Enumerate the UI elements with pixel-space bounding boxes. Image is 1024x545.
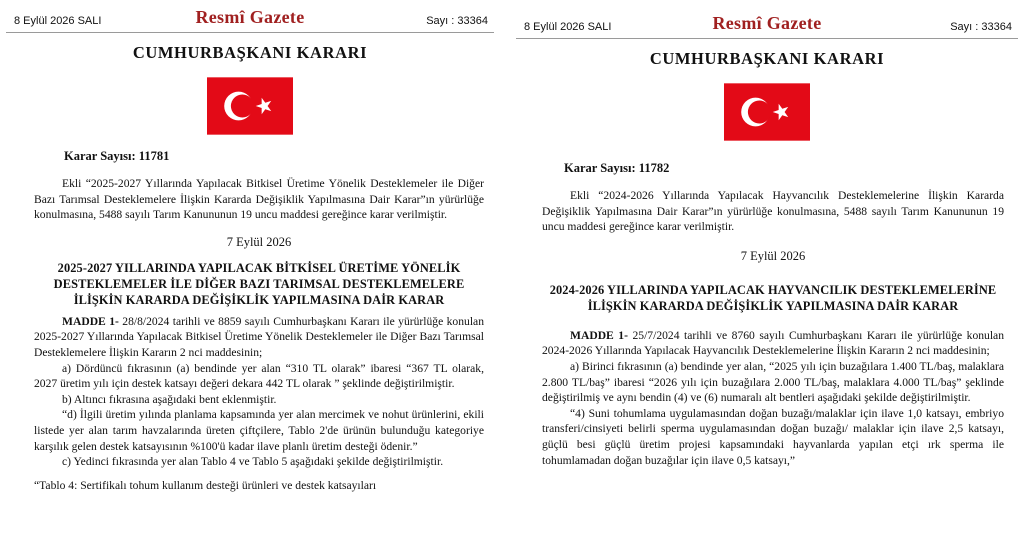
issue-number: Sayı : 33364 bbox=[950, 21, 1012, 33]
decree-date: 7 Eylül 2026 bbox=[226, 234, 292, 249]
decision-number: Karar Sayısı: 11781 bbox=[64, 149, 170, 163]
list-item: a) Birinci fıkrasının (a) bendinde yer alan, “2025 yılı için buzağılara 1.400 TL/baş, malaklara 2.800 TL/baş” ibaresi “2026 yılı için buzağılara 2.000 TL/baş, malaklara 4.000 TL/baş” şeklinde değiştirilmiş ve aynı bendin (4) ve (6) numaralı alt bentleri aşağıdaki şekilde değiştirilmiştir. bbox=[542, 359, 1004, 405]
issue-number: Sayı : 33364 bbox=[426, 15, 488, 27]
decree-title: CUMHURBAŞKANI KARARI bbox=[132, 43, 368, 62]
list-item: “Tablo 4: Sertifikalı tohum kullanım desteği ürünleri ve destek katsayıları bbox=[34, 478, 377, 492]
header-date: 8 Eylül 2026 SALI bbox=[524, 21, 612, 33]
turkish-flag-icon bbox=[207, 77, 293, 135]
list-item: “4) Suni tohumlama uygulamasından doğan buzağı/malaklar için ilave 1,0 katsayı, embriyo transferi/cinsiyeti belirli sperma uygulamasından doğan buzağı/ malaklar için ilave 2,5 katsayı, güçlü besi güçlü üretim projesi kapsamındaki hayvanlarda yapılan etçi ırk sperma ile tohumlamadan doğan buzağılar için ilave 0,5 katsayı,” bbox=[542, 406, 1004, 467]
article-1 bbox=[34, 314, 484, 361]
list-item: “d) İlgili üretim yılında planlama kapsamında yer alan mercimek ve nohut ürünlerini, ekili listede yer alan tarım havzalarında üreten çiftçilere, Tablo 2'de ürünün bulunduğu kategoriye karşılık gelen destek katsayısının %100'ü kadar ilave planlı üretim desteği ödenir.” bbox=[34, 408, 484, 453]
gazette-title: Resmî Gazete bbox=[712, 13, 822, 33]
gazette-title: Resmî Gazete bbox=[195, 7, 305, 27]
list-item: a) Dördüncü fıkrasının (a) bendinde yer alan “310 TL olarak” ibaresi “367 TL olarak, 2027 üretim yılı için destek katsayı değeri dekara 442 TL olarak ” şeklinde değiştirilmiştir. bbox=[34, 361, 484, 391]
article-label: MADDE 1- bbox=[62, 314, 119, 328]
decree-title: CUMHURBAŞKANI KARARI bbox=[649, 49, 885, 68]
page-divider bbox=[496, 0, 514, 545]
turkish-flag-icon bbox=[724, 83, 810, 141]
decree-heading: 2025-2027 YILLARINDA YAPILACAK BİTKİSEL ÜRETİME YÖNELİK DESTEKLEMELER İLE DİĞER BAZI TARIMSAL DESTEKLEMELERE İLİŞKİN KARARDA DEĞİŞİKLİK YAPILMASINA DAİR KARAR bbox=[53, 260, 465, 307]
right-gazette-page bbox=[516, 12, 1018, 527]
header-date: 8 Eylül 2026 SALI bbox=[14, 15, 102, 27]
article-label: MADDE 1- bbox=[570, 328, 628, 342]
page-header bbox=[516, 12, 1018, 39]
article-text: 28/8/2024 tarihli ve 8859 sayılı Cumhurbaşkanı Kararı ile yürürlüğe konulan 2025-2027 Yıllarında Yapılacak Bitkisel Üretime Yönelik Desteklemeler ile Diğer Bazı Tarımsal Desteklemelere İlişkin Kararın 2 nci maddesinin; bbox=[34, 314, 484, 359]
page-header bbox=[6, 6, 494, 33]
article-text: 25/7/2024 tarihli ve 8760 sayılı Cumhurbaşkanı Kararı ile yürürlüğe konulan 2024-2026 Yıllarında Yapılacak Hayvancılık Desteklemelerine İlişkin Kararın 2 nci maddesinin; bbox=[542, 328, 1004, 358]
decree-heading: 2024-2026 YILLARINDA YAPILACAK HAYVANCILIK DESTEKLEMELERİNE İLİŞKİN KARARDA DEĞİŞİKLİK YAPILMASINA DAİR KARAR bbox=[549, 282, 997, 313]
list-item: b) Altıncı fıkrasına aşağıdaki bent eklenmiştir. bbox=[62, 392, 277, 406]
left-gazette-page bbox=[6, 6, 494, 526]
list-item: c) Yedinci fıkrasında yer alan Tablo 4 ve Tablo 5 aşağıdaki şekilde değiştirilmiştir. bbox=[62, 455, 444, 469]
intro-paragraph: Ekli “2024-2026 Yıllarında Yapılacak Hayvancılık Desteklemelerine İlişkin Kararda Değişiklik Yapılmasına Dair Karar”ın yürürlüğe konulmasına, 5488 sayılı Tarım Kanununun 19 uncu maddesi gereğince karar verilmiştir. bbox=[542, 189, 1004, 234]
decree-date: 7 Eylül 2026 bbox=[740, 248, 806, 263]
decision-number: Karar Sayısı: 11782 bbox=[564, 161, 670, 175]
article-1 bbox=[542, 328, 1004, 359]
intro-paragraph: Ekli “2025-2027 Yıllarında Yapılacak Bitkisel Üretime Yönelik Desteklemeler ile Diğer Bazı Tarımsal Desteklemelere İlişkin Kararda Değişiklik Yapılmasına Dair Karar”ın yürürlüğe konulmasına, 5488 sayılı Tarım Kanununun 19 uncu maddesi gereğince karar verilmiştir. bbox=[34, 177, 484, 222]
